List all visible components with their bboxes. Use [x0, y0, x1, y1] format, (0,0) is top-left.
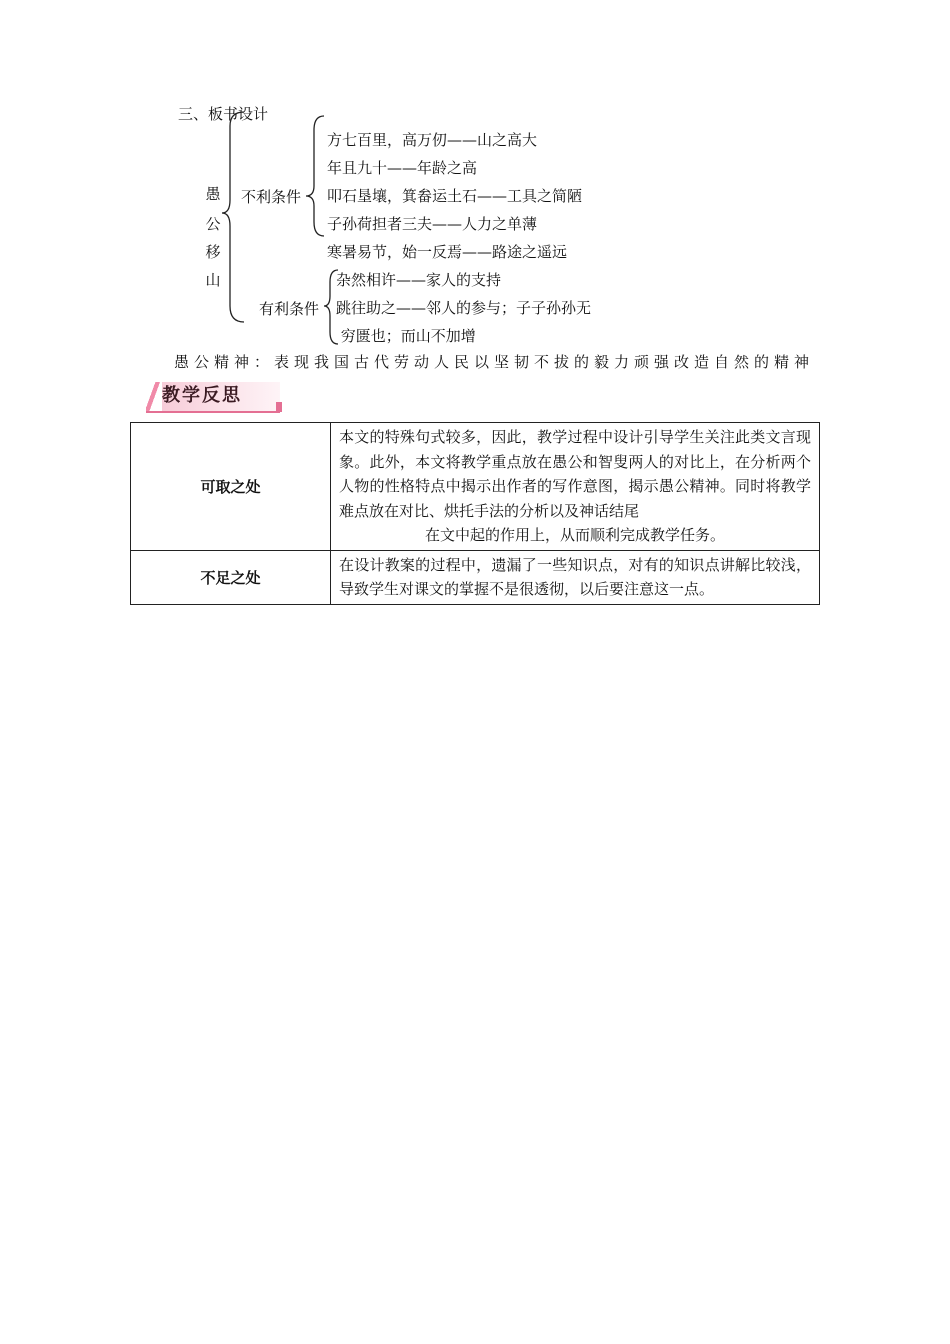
favorable-item: 跳往助之——邻人的参与；子子孙孙无	[336, 299, 592, 317]
unfavorable-label: 不利条件	[241, 188, 302, 206]
reflection-table	[130, 422, 820, 605]
unfavorable-item: 子孙荷担者三夫——人力之单薄	[327, 215, 538, 233]
main-brace	[222, 112, 244, 322]
board-title-char: 山	[205, 271, 221, 289]
table-row	[131, 550, 820, 604]
table-row	[131, 423, 820, 551]
good-text-last: 在文中起的作用上，从而顺利完成教学任务。	[424, 526, 725, 544]
spirit-statement: 愚公精神：表现我国古代劳动人民以坚韧不拔的毅力顽强改造自然的精神	[174, 353, 810, 371]
unfavorable-item: 叩石垦壤，箕畚运土石——工具之简陋	[327, 187, 583, 205]
section-heading: 三、板书设计	[178, 105, 269, 123]
good-content	[331, 423, 820, 551]
bad-text: 在设计教案的过程中，遗漏了一些知识点，对有的知识点讲解比较浅，导致学生对课文的掌握不是很透彻，以后要注意这一点。	[331, 550, 820, 604]
banner-end-mark	[276, 402, 282, 412]
board-title-char: 公	[205, 215, 221, 233]
unfavorable-item: 方七百里，高万仞——山之高大	[327, 131, 538, 149]
extra-item: 寒暑易节，始一反焉——路途之遥远	[327, 243, 568, 261]
good-text: 本文的特殊句式较多，因此，教学过程中设计引导学生关注此类文言现象。此外，本文将教学重点放在愚公和智叟两人的对比上，在分析两个人物的性格特点中揭示出作者的写作意图，揭示愚公精神。同时将教学难点放在对比、烘托手法的分析以及神话结尾	[339, 428, 811, 520]
favorable-item: 穷匮也；而山不加增	[336, 327, 476, 345]
banner-slash-icon	[146, 382, 162, 412]
favorable-item: 杂然相许——家人的支持	[336, 271, 502, 289]
board-title-char: 愚	[205, 185, 221, 203]
bad-label: 不足之处	[131, 550, 331, 604]
unfavorable-brace	[306, 116, 324, 236]
board-title-char: 移	[205, 243, 221, 261]
reflection-banner	[146, 382, 280, 412]
good-label: 可取之处	[131, 423, 331, 551]
banner-title: 教学反思	[162, 385, 242, 406]
banner-underline	[146, 411, 280, 413]
unfavorable-item: 年且九十——年龄之高	[327, 159, 478, 177]
favorable-label: 有利条件	[259, 300, 320, 318]
